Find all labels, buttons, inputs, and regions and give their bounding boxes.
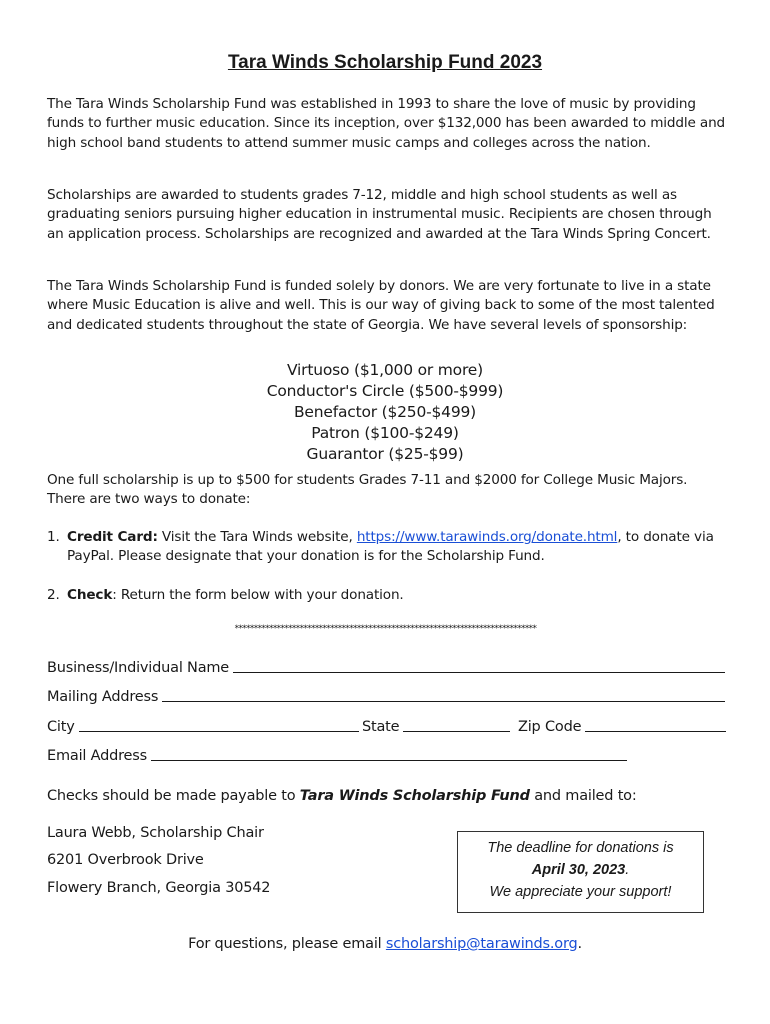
zip-field[interactable] [518, 719, 726, 735]
level-virtuoso: Virtuoso ($1,000 or more) [286, 361, 483, 379]
list-number: 2. [47, 587, 60, 603]
deadline-box [457, 831, 704, 913]
credit-card-text-before: Visit the Tara Winds website, [157, 529, 357, 545]
deadline-line1: The deadline for donations is [487, 840, 674, 856]
email-label: Email Address [47, 748, 147, 764]
address-line-street: 6201 Overbrook Drive [47, 852, 204, 868]
name-field[interactable] [47, 660, 725, 676]
state-label: State [362, 719, 400, 735]
level-patron: Patron ($100-$249) [311, 424, 459, 442]
city-label: City [47, 719, 75, 735]
deadline-thanks: We appreciate your support! [489, 884, 672, 900]
scholarship-info-paragraph: One full scholarship is up to $500 for students Grades 7-11 and $2000 for College Music Majors. There are two ways to donate: [47, 472, 688, 508]
footer-contact [0, 936, 770, 952]
email-field[interactable] [47, 748, 627, 764]
state-field[interactable] [362, 719, 510, 735]
credit-card-label: Credit Card: [67, 529, 158, 545]
address-line-city: Flowery Branch, Georgia 30542 [47, 880, 271, 896]
level-benefactor: Benefactor ($250-$499) [293, 403, 477, 421]
address-line-recipient: Laura Webb, Scholarship Chair [47, 825, 264, 841]
payable-fund-name: Tara Winds Scholarship Fund [299, 788, 530, 804]
deadline-period: . [625, 862, 630, 878]
funding-paragraph: The Tara Winds Scholarship Fund is funded solely by donors. We are very fortunate to live in a state where Music Education is alive and well. This is our way of giving back to some of the most talented and dedicated students throughout the state of Georgia. We have several levels of sponsorship: [47, 278, 715, 333]
footer-text: For questions, please email [188, 936, 386, 952]
list-number: 1. [47, 529, 60, 545]
intro-paragraph: The Tara Winds Scholarship Fund was established in 1993 to share the love of music by providing funds to further music education. Since its inception, over $132,000 has been awarded to middle and high school band students to attend summer music camps and colleges across the nation. [47, 96, 726, 151]
email-line[interactable] [151, 759, 627, 761]
address-label: Mailing Address [47, 689, 159, 705]
eligibility-paragraph: Scholarships are awarded to students grades 7-12, middle and high school students as well as graduating seniors pursuing higher education in instrumental music. Recipients are chosen through an application process. Scholarships are recognized and awarded at the Tara Winds Spring Concert. [47, 187, 712, 242]
name-label: Business/Individual Name [47, 660, 230, 676]
page-title: Tara Winds Scholarship Fund 2023 [227, 52, 543, 73]
donate-option-credit-card [47, 528, 737, 567]
check-label: Check [67, 587, 113, 603]
state-line[interactable] [403, 730, 510, 732]
footer-end: . [577, 936, 582, 952]
donate-link[interactable]: https://www.tarawinds.org/donate.html [356, 529, 618, 545]
address-field[interactable] [47, 689, 725, 705]
contact-email-link[interactable]: scholarship@tarawinds.org [385, 936, 578, 952]
separator-line: ******************************************************************************* [234, 624, 536, 634]
donate-option-check [47, 586, 737, 605]
level-guarantor: Guarantor ($25-$99) [306, 445, 464, 463]
zip-line[interactable] [585, 730, 726, 732]
deadline-date: April 30, 2023 [531, 862, 626, 878]
city-field[interactable] [47, 719, 359, 735]
check-text: : Return the form below with your donation. [112, 587, 404, 603]
zip-label: Zip Code [518, 719, 582, 735]
name-line[interactable] [233, 671, 725, 673]
address-line[interactable] [162, 700, 725, 702]
payable-instructions [47, 788, 637, 804]
payable-before: Checks should be made payable to [47, 788, 300, 804]
payable-after: and mailed to: [529, 788, 637, 804]
city-line[interactable] [79, 730, 359, 732]
level-conductors-circle: Conductor's Circle ($500-$999) [266, 382, 504, 400]
sponsorship-levels [0, 360, 770, 465]
credit-card-text-after: , to donate via PayPal. Please designate that your donation is for the Scholarship Fund. [67, 529, 714, 565]
